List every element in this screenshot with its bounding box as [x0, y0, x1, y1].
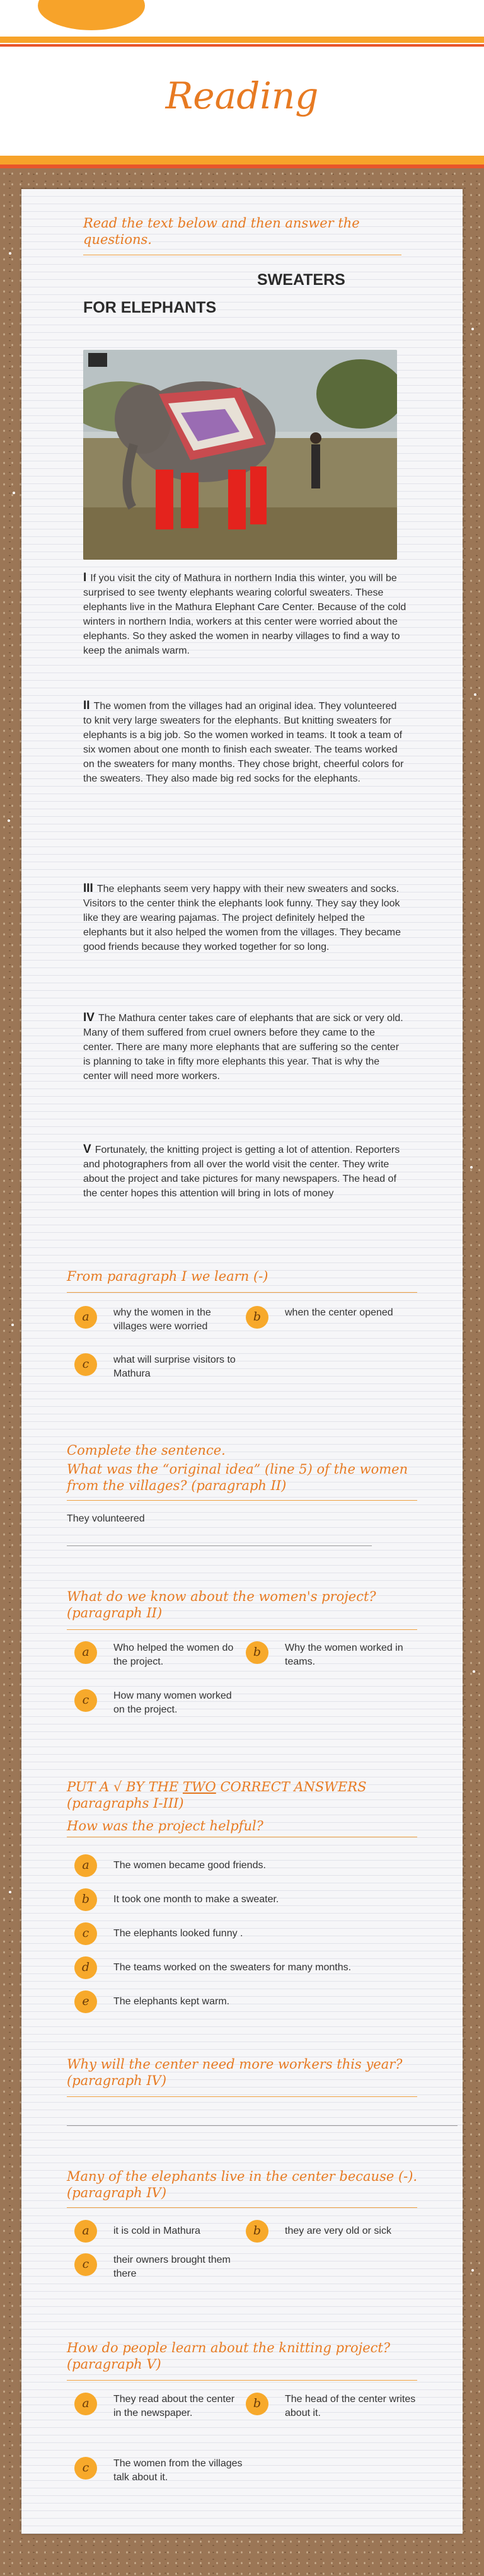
- divider: [67, 1629, 417, 1630]
- paragraph-1: [83, 570, 408, 658]
- q4-option-e[interactable]: [74, 1990, 415, 2013]
- option-text: why the women in the villages were worried: [113, 1307, 211, 1332]
- question-2-answer[interactable]: They volunteered: [67, 1513, 145, 1524]
- paragraph-number: II: [83, 699, 90, 712]
- elephant-photo: [83, 350, 397, 560]
- option-letter-badge: b: [246, 1641, 268, 1664]
- option-text: they are very old or sick: [285, 2226, 391, 2236]
- question-7-heading: How do people learn about the knitting project? (paragraph V): [67, 2340, 391, 2372]
- option-text: The elephants kept warm.: [113, 1996, 230, 2007]
- question-2-instruction: Complete the sentence.: [67, 1443, 226, 1458]
- page-title: Reading: [165, 74, 319, 117]
- divider: [67, 2207, 417, 2208]
- decor-dot: [9, 1891, 11, 1893]
- decor-dot: [474, 693, 476, 696]
- paragraph-4: [83, 1010, 408, 1083]
- option-letter-badge: b: [246, 1306, 268, 1329]
- option-letter-badge: c: [74, 1689, 97, 1712]
- header-stripe-accent: [0, 44, 484, 47]
- option-letter-badge: b: [246, 2220, 268, 2243]
- option-text: The teams worked on the sweaters for many months.: [113, 1962, 352, 1973]
- q7-option-a[interactable]: [74, 2393, 238, 2420]
- paragraph-text: Fortunately, the knitting project is getting a lot of attention. Reporters and photographers from all over the world visit the center. They write about the project and take pictures for many newspapers. The head of the center hopes this attention will bring in lots of money: [83, 1145, 400, 1199]
- decor-dot: [13, 492, 15, 494]
- option-text: How many women worked on the project.: [113, 1690, 232, 1715]
- option-text: it is cold in Mathura: [113, 2226, 200, 2236]
- question-3-heading: What do we know about the women's project? (paragraph II): [67, 1589, 376, 1620]
- header-background: [0, 0, 484, 164]
- option-text: The elephants looked funny .: [113, 1928, 243, 1939]
- q3-option-a[interactable]: [74, 1641, 245, 1669]
- decor-dot: [11, 1324, 14, 1326]
- option-text: their owners brought them there: [113, 2255, 231, 2279]
- q7-option-b[interactable]: [246, 2393, 422, 2420]
- decor-dot: [473, 1670, 475, 1673]
- paragraph-text: The women from the villages had an original idea. They volunteered to knit very large sweaters for the elephants. But knitting sweaters for elephants is a big job. So the women worked in teams. It took a team of six women about one month to finish each sweater. The teams worked on the sweaters for many months. They chose bright, cheerful colors for the sweaters. They also made big red socks for the elephants.: [83, 701, 404, 784]
- option-letter-badge: b: [74, 1888, 97, 1911]
- option-letter-badge: d: [74, 1956, 97, 1979]
- decor-dot: [8, 819, 10, 822]
- article-title-line1: SWEATERS: [257, 271, 345, 289]
- header-stripe: [0, 37, 484, 43]
- q4-option-c[interactable]: [74, 1922, 415, 1945]
- option-text: The women became good friends.: [113, 1860, 266, 1871]
- header-blob: [38, 0, 145, 30]
- divider: [67, 1500, 417, 1501]
- option-text: what will surprise visitors to Mathura: [113, 1354, 236, 1379]
- decor-dot: [471, 328, 474, 330]
- paragraph-3: [83, 881, 408, 954]
- option-letter-badge: c: [74, 1353, 97, 1376]
- decor-dot: [471, 2269, 474, 2272]
- question-4-instruction: [67, 1779, 420, 1811]
- paragraph-number: IV: [83, 1011, 95, 1024]
- q3-option-c[interactable]: [74, 1689, 245, 1717]
- paragraph-text: If you visit the city of Mathura in northern India this winter, you will be surprised to see twenty elephants wearing colorful sweaters. These elephants live in the Mathura Elephant Care Center. Because of the cold winters in northern India, workers at this center were worried about the elephants. So they asked the women in nearby villages to find a way to keep the animals warm.: [83, 573, 406, 656]
- decor-dot: [9, 252, 11, 255]
- question-2-heading: What was the “original idea” (line 5) of the women from the villages? (paragraph II): [67, 1462, 408, 1493]
- option-letter-badge: c: [74, 2457, 97, 2480]
- paragraph-2: [83, 698, 408, 786]
- option-text: when the center opened: [285, 1307, 393, 1318]
- option-letter-badge: b: [246, 2393, 268, 2415]
- option-letter-badge: c: [74, 1922, 97, 1945]
- option-text: Why the women worked in teams.: [285, 1643, 403, 1667]
- option-letter-badge: a: [74, 1306, 97, 1329]
- option-text: Who helped the women do the project.: [113, 1643, 234, 1667]
- instruction-text: Read the text below and then answer the questions.: [83, 216, 360, 247]
- q6-option-c[interactable]: [74, 2253, 245, 2281]
- option-text: They read about the center in the newspaper.: [113, 2394, 235, 2418]
- q4-option-a[interactable]: [74, 1854, 415, 1877]
- instruction-part: CORRECT ANSWERS (paragraphs I-III): [67, 1779, 367, 1811]
- header-band: [0, 156, 484, 165]
- answer-line[interactable]: [67, 2125, 458, 2126]
- option-text: The women from the villages talk about it.: [113, 2458, 243, 2483]
- divider: [67, 2096, 417, 2097]
- option-text: It took one month to make a sweater.: [113, 1894, 279, 1905]
- option-letter-badge: a: [74, 1641, 97, 1664]
- paragraph-number: I: [83, 571, 87, 584]
- paragraph-text: The Mathura center takes care of elephants that are sick or very old. Many of them suffered from cruel owners before they came to the center. There are many more elephants that are suffering so the center is planning to take in fifty more elephants this year. That is why the center will need more workers.: [83, 1013, 403, 1082]
- option-letter-badge: a: [74, 1854, 97, 1877]
- q7-option-c[interactable]: [74, 2457, 245, 2485]
- article-title-line2: FOR ELEPHANTS: [83, 299, 217, 316]
- paragraph-number: V: [83, 1143, 91, 1156]
- q4-option-d[interactable]: [74, 1956, 415, 1979]
- decor-dot: [470, 1166, 473, 1169]
- question-5-heading: Why will the center need more workers this year? (paragraph IV): [67, 2057, 403, 2088]
- q3-option-b[interactable]: [246, 1641, 422, 1669]
- q4-option-b[interactable]: [74, 1888, 415, 1911]
- q1-option-b[interactable]: [246, 1306, 403, 1329]
- option-letter-badge: a: [74, 2220, 97, 2243]
- question-6-heading: Many of the elephants live in the center because (-). (paragraph IV): [67, 2169, 418, 2200]
- answer-line: [67, 1545, 372, 1546]
- q1-option-c[interactable]: [74, 1353, 238, 1381]
- instruction-part: PUT A √ BY THE: [67, 1779, 183, 1794]
- option-text: The head of the center writes about it.: [285, 2394, 416, 2418]
- paragraph-text: The elephants seem very happy with their new sweaters and socks. Visitors to the center think the elephants look funny. They say they look like they are wearing pajamas. The project definitely helped the elephants but it also helped the women from the villages. They became good friends because they worked together for so long.: [83, 884, 401, 952]
- option-letter-badge: c: [74, 2253, 97, 2276]
- divider: [67, 1292, 417, 1293]
- divider: [67, 2380, 417, 2381]
- paragraph-5: [83, 1142, 408, 1201]
- option-letter-badge: e: [74, 1990, 97, 2013]
- question-1-heading: From paragraph I we learn (-): [67, 1269, 268, 1284]
- emphasis-two: TWO: [182, 1779, 216, 1794]
- q6-option-a[interactable]: [74, 2220, 238, 2243]
- paragraph-number: III: [83, 882, 93, 895]
- q6-option-b[interactable]: [246, 2220, 422, 2243]
- question-4-heading: How was the project helpful?: [67, 1818, 263, 1834]
- option-letter-badge: a: [74, 2393, 97, 2415]
- q1-option-a[interactable]: [74, 1306, 238, 1334]
